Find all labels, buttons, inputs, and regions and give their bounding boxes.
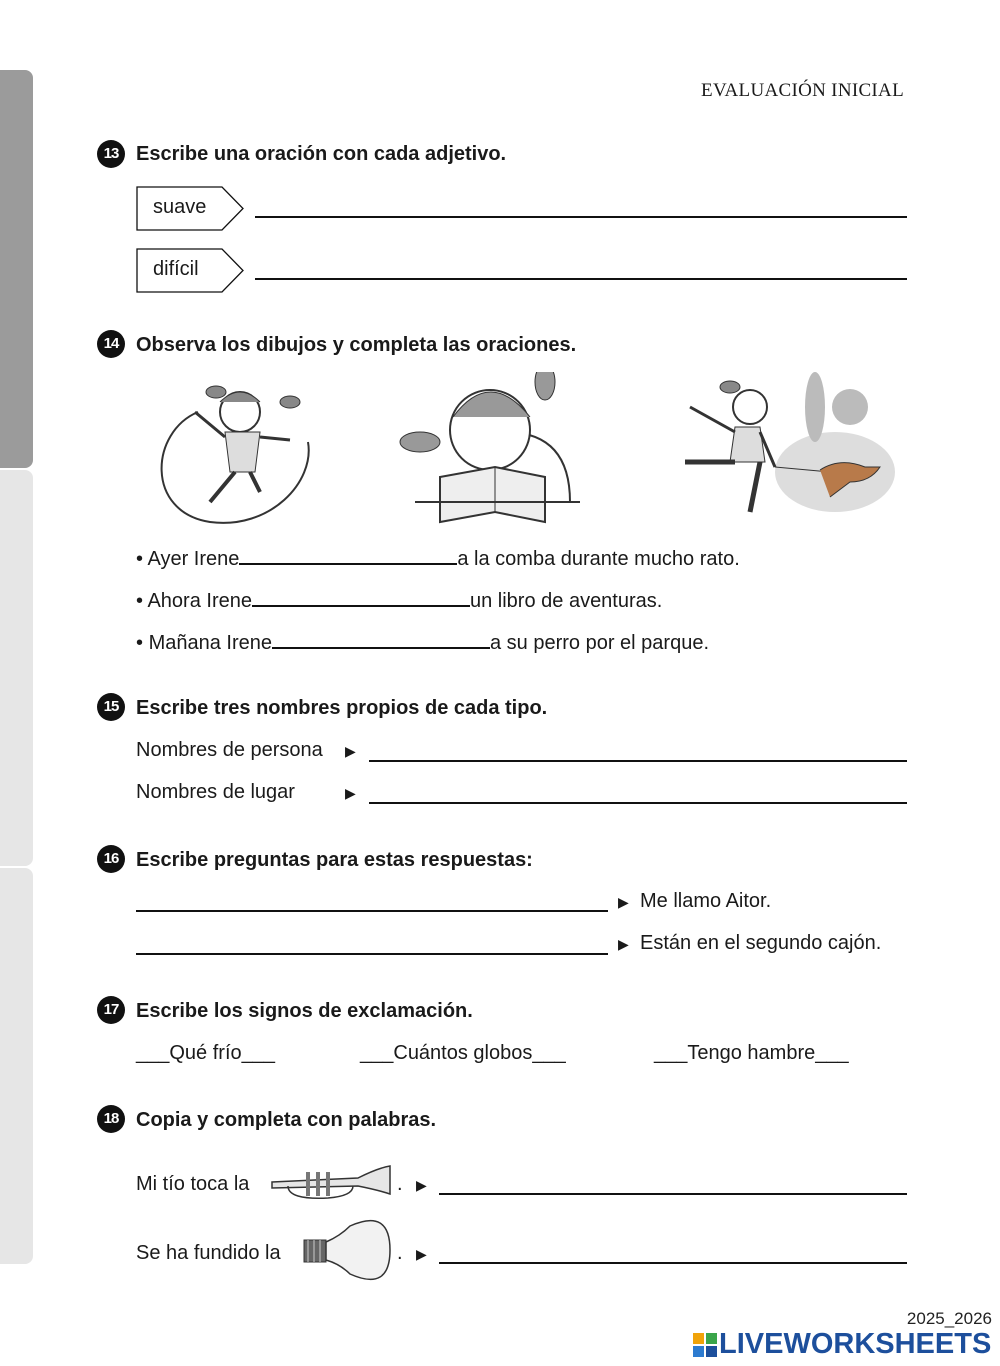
trumpet-icon bbox=[268, 1164, 394, 1204]
adjective-tag-suave bbox=[136, 186, 246, 230]
arrow-icon: ▶ bbox=[618, 936, 629, 952]
answer-text-2: Están en el segundo cajón. bbox=[640, 932, 882, 954]
adjective-label: suave bbox=[153, 196, 207, 218]
sentence-3: • Mañana Irene a su perro por el parque. bbox=[136, 629, 709, 655]
question-title-15: Escribe tres nombres propios de cada tipo. bbox=[136, 697, 548, 719]
illustration-walking-dog bbox=[655, 372, 895, 522]
brand-name: LIVEWORKSHEETS bbox=[719, 1328, 992, 1360]
answer-line-18a[interactable] bbox=[439, 1193, 907, 1195]
question-title-16: Escribe preguntas para estas respuestas: bbox=[136, 849, 533, 871]
arrow-icon: ▶ bbox=[345, 785, 356, 801]
question-title-13: Escribe una oración con cada adjetivo. bbox=[136, 143, 507, 165]
answer-line-13b[interactable] bbox=[255, 278, 907, 280]
sentence-blank[interactable] bbox=[239, 545, 457, 565]
exclamation-item-1[interactable]: ___Qué frío___ bbox=[136, 1042, 275, 1064]
answer-line-15b[interactable] bbox=[369, 802, 907, 804]
answer-text-1: Me llamo Aitor. bbox=[640, 890, 772, 912]
answer-line-18b[interactable] bbox=[439, 1262, 907, 1264]
side-tab-3 bbox=[0, 868, 33, 1264]
row-label-bulb: Se ha fundido la bbox=[136, 1242, 281, 1264]
period: . bbox=[397, 1173, 403, 1195]
question-title-18: Copia y completa con palabras. bbox=[136, 1109, 437, 1131]
light-bulb-icon bbox=[300, 1216, 394, 1284]
row-label-place: Nombres de lugar bbox=[136, 781, 295, 803]
exclamation-item-3[interactable]: ___Tengo hambre___ bbox=[654, 1042, 849, 1064]
sentence-before: Mañana Irene bbox=[148, 632, 272, 654]
illustration-jump-rope bbox=[150, 372, 320, 527]
question-number-17: 17 bbox=[97, 996, 125, 1024]
question-line-16a[interactable] bbox=[136, 910, 608, 912]
sentence-before: Ahora Irene bbox=[147, 590, 252, 612]
question-number-18: 18 bbox=[97, 1105, 125, 1133]
exclamation-item-2[interactable]: ___Cuántos globos___ bbox=[360, 1042, 566, 1064]
arrow-icon: ▶ bbox=[618, 894, 629, 910]
side-tab-2 bbox=[0, 470, 33, 866]
sentence-after: a la comba durante mucho rato. bbox=[457, 548, 740, 570]
sentence-blank[interactable] bbox=[252, 587, 470, 607]
arrow-icon: ▶ bbox=[416, 1246, 427, 1262]
answer-line-15a[interactable] bbox=[369, 760, 907, 762]
question-number-14: 14 bbox=[97, 330, 125, 358]
adjective-tag-dificil bbox=[136, 248, 246, 292]
sentence-2: • Ahora Irene un libro de aventuras. bbox=[136, 587, 662, 613]
question-title-14: Observa los dibujos y completa las oraciones. bbox=[136, 334, 577, 356]
question-number-15: 15 bbox=[97, 693, 125, 721]
sentence-blank[interactable] bbox=[272, 629, 490, 649]
question-title-17: Escribe los signos de exclamación. bbox=[136, 1000, 473, 1022]
answer-line-13a[interactable] bbox=[255, 216, 907, 218]
page-header: EVALUACIÓN INICIAL bbox=[701, 80, 904, 101]
adjective-label: difícil bbox=[153, 258, 199, 280]
question-number-16: 16 bbox=[97, 845, 125, 873]
illustration-reading bbox=[395, 372, 585, 524]
footer-year: 2025_2026 bbox=[906, 1309, 992, 1328]
liveworksheets-logo-icon bbox=[693, 1333, 717, 1357]
side-tab-1 bbox=[0, 70, 33, 468]
question-number-13: 13 bbox=[97, 140, 125, 168]
row-label-trumpet: Mi tío toca la bbox=[136, 1173, 250, 1195]
sentence-after: a su perro por el parque. bbox=[489, 632, 710, 654]
row-label-person: Nombres de persona bbox=[136, 739, 323, 761]
sentence-1: • Ayer Irene a la comba durante mucho rato. bbox=[136, 545, 740, 571]
liveworksheets-logo[interactable] bbox=[693, 1328, 991, 1361]
arrow-icon: ▶ bbox=[416, 1177, 427, 1193]
arrow-icon: ▶ bbox=[345, 743, 356, 759]
sentence-before: Ayer Irene bbox=[147, 548, 240, 570]
period: . bbox=[397, 1242, 403, 1264]
sentence-after: un libro de aventuras. bbox=[469, 590, 663, 612]
question-line-16b[interactable] bbox=[136, 953, 608, 955]
